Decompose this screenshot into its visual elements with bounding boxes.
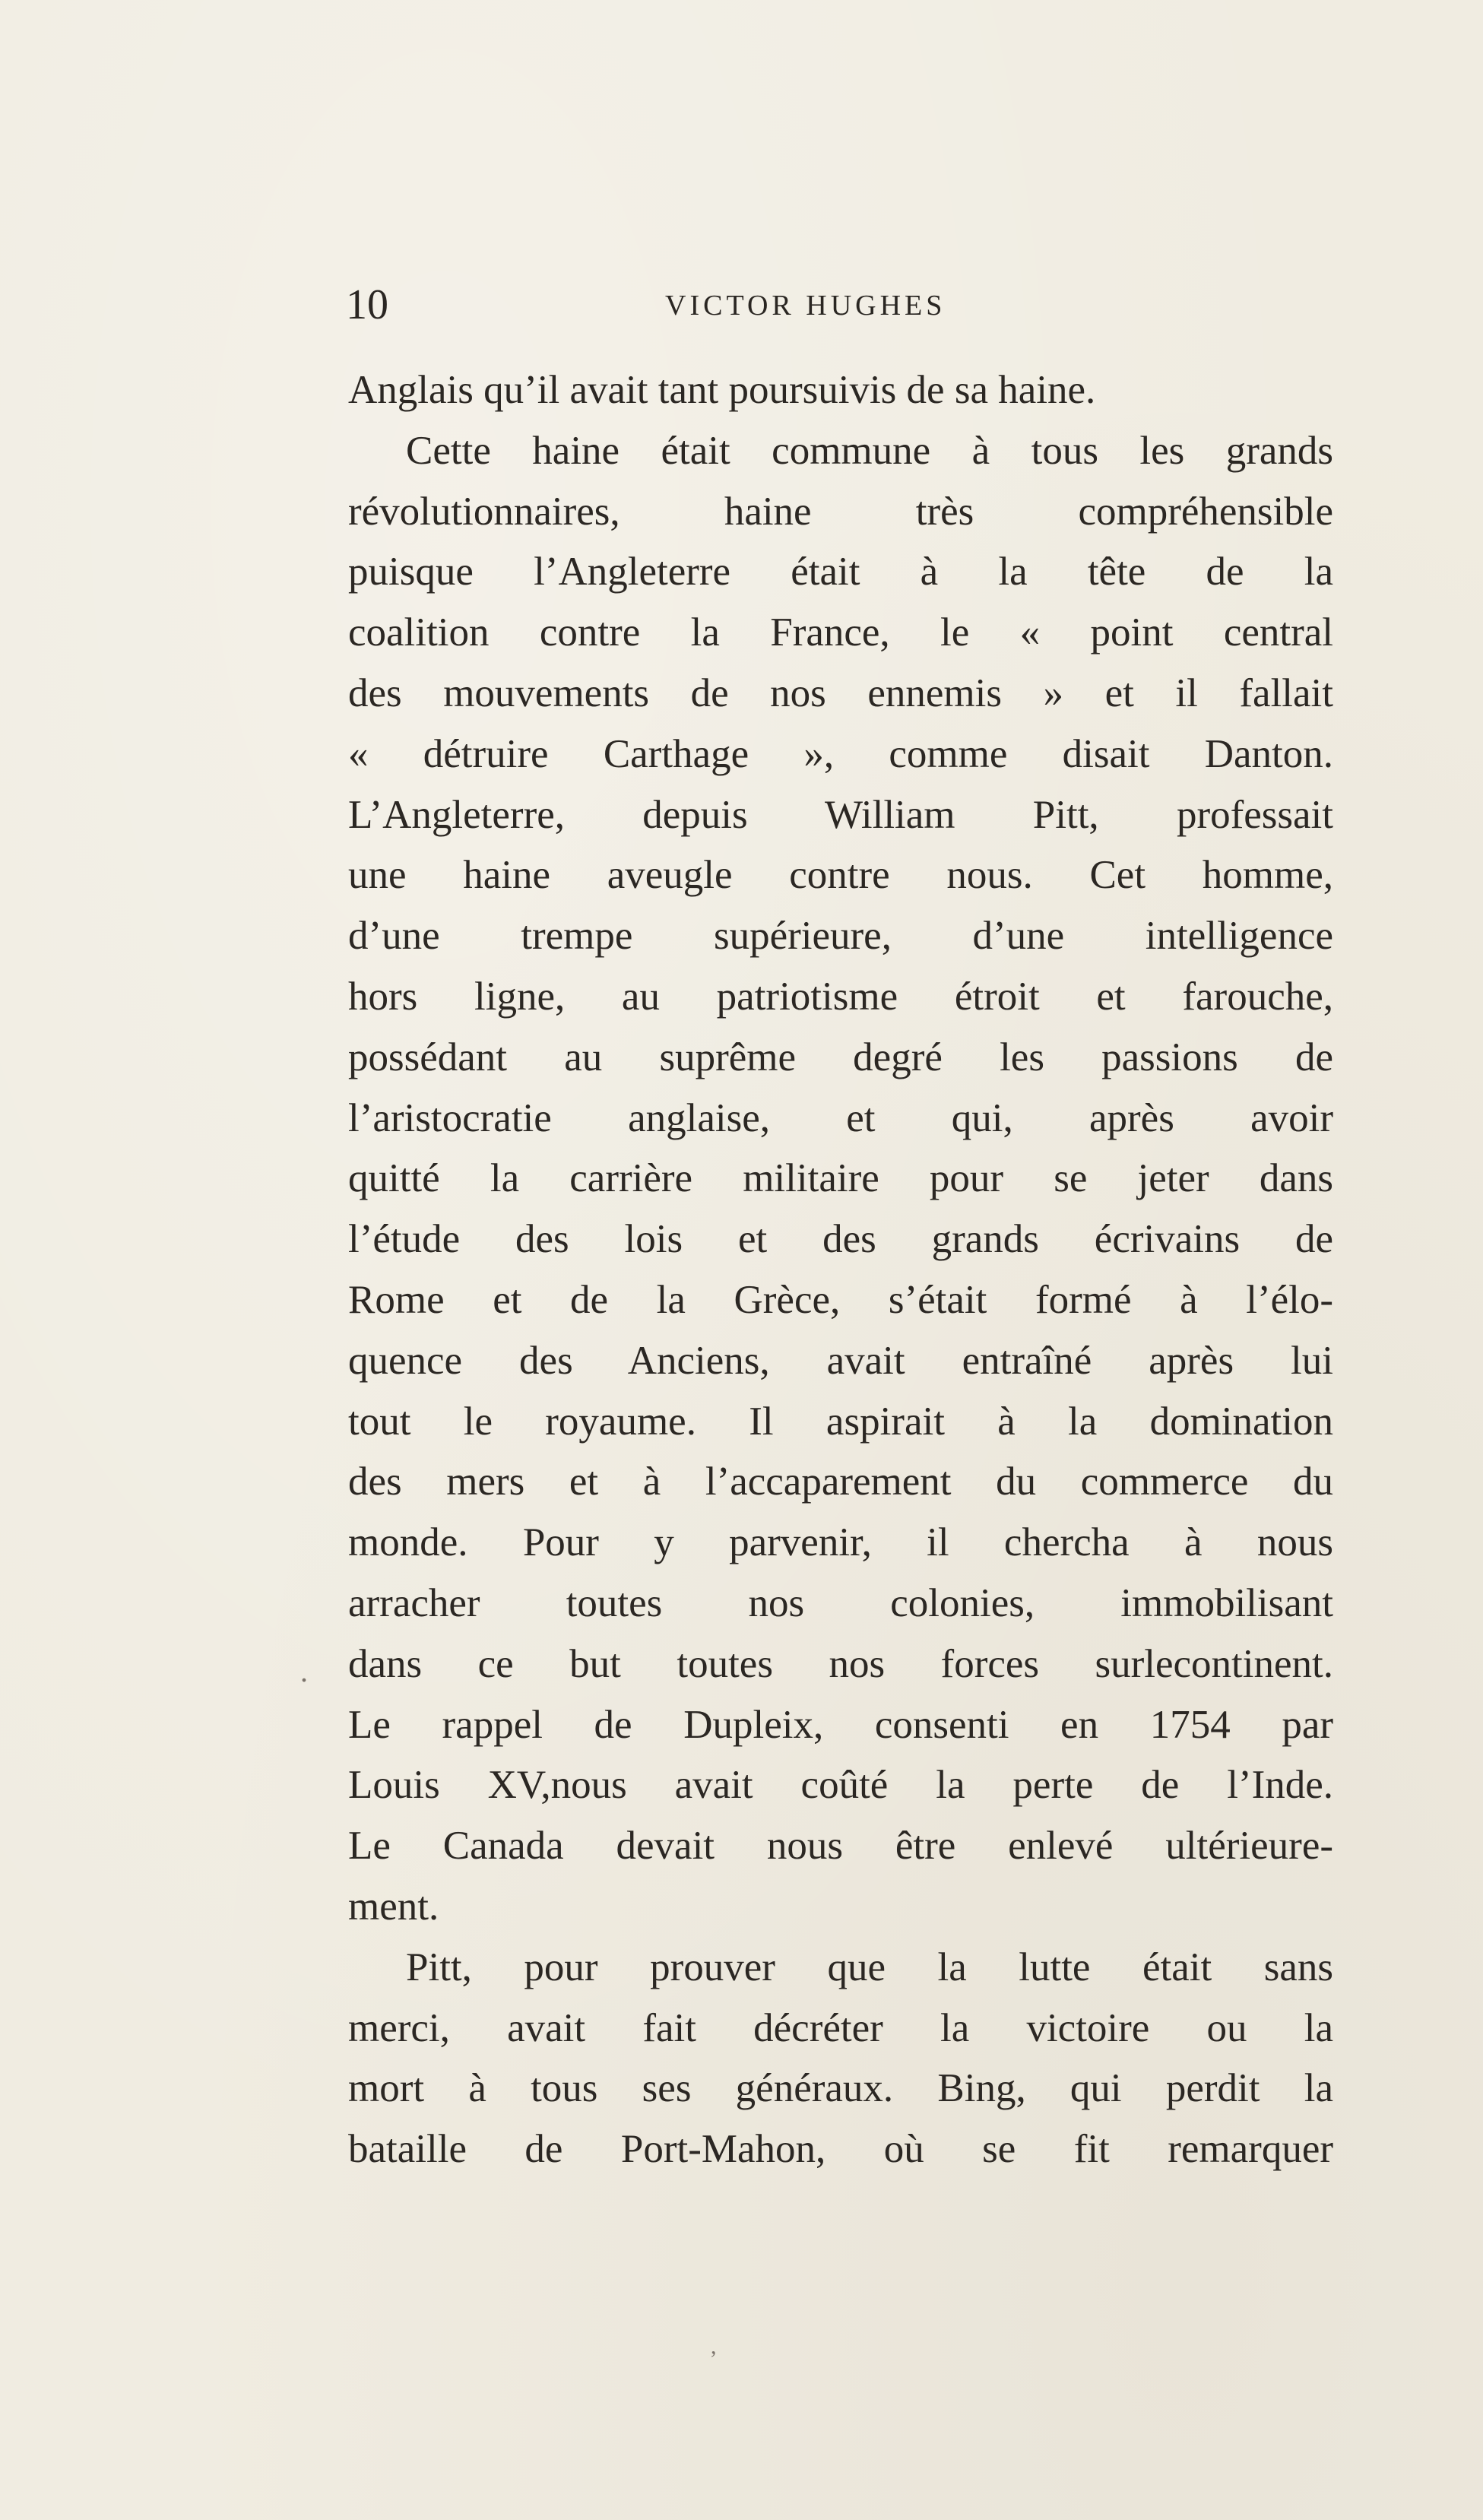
paper-speck: .	[300, 1654, 308, 1688]
text-line: monde. Pour y parvenir, il chercha à nous	[348, 1520, 1333, 1565]
paper-speck: ,	[711, 2334, 717, 2359]
text-line: « détruire Carthage », comme disait Danton.	[348, 731, 1333, 776]
text-line: ment.	[348, 1884, 439, 1929]
text-line: quence des Anciens, avait entraîné après lui	[348, 1338, 1333, 1383]
text-line: mort à tous ses généraux. Bing, qui perdit la	[348, 2066, 1333, 2111]
text-line: coalition contre la France, le « point central	[348, 610, 1333, 655]
text-line: des mers et à l’accaparement du commerce du	[348, 1460, 1333, 1504]
text-line: d’une trempe supérieure, d’une intelligence	[348, 914, 1333, 959]
text-line: Louis XV,nous avait coûté la perte de l’Inde.	[348, 1763, 1333, 1808]
text-line: Cette haine était commune à tous les grands	[406, 428, 1333, 473]
page-number: 10	[346, 281, 388, 328]
text-line: arracher toutes nos colonies, immobilisant	[348, 1580, 1333, 1625]
text-line: tout le royaume. Il aspirait à la domination	[348, 1399, 1333, 1444]
text-line: l’étude des lois et des grands écrivains de	[348, 1217, 1333, 1262]
text-line: puisque l’Angleterre était à la tête de la	[348, 550, 1333, 594]
text-line: Le rappel de Dupleix, consenti en 1754 par	[348, 1702, 1333, 1747]
text-line: Rome et de la Grèce, s’était formé à l’élo-	[348, 1277, 1333, 1322]
text-line: des mouvements de nos ennemis » et il fallait	[348, 670, 1333, 715]
text-line: L’Angleterre, depuis William Pitt, professait	[348, 792, 1333, 837]
body-text	[348, 360, 1333, 2180]
text-line: possédant au suprême degré les passions de	[348, 1035, 1333, 1079]
text-line: révolutionnaires, haine très compréhensible	[348, 489, 1333, 534]
text-line: une haine aveugle contre nous. Cet homme,	[348, 853, 1333, 898]
text-line: l’aristocratie anglaise, et qui, après avoir	[348, 1095, 1333, 1140]
text-line: quitté la carrière militaire pour se jeter dans	[348, 1156, 1333, 1201]
text-line: bataille de Port-Mahon, où se fit remarquer	[348, 2127, 1333, 2172]
running-head: VICTOR HUGHES	[665, 290, 946, 322]
text-line: Anglais qu’il avait tant poursuivis de sa haine.	[348, 368, 1096, 412]
text-line: merci, avait fait décréter la victoire ou la	[348, 2005, 1333, 2050]
text-line: Pitt, pour prouver que la lutte était sans	[406, 1945, 1333, 1989]
text-line: hors ligne, au patriotisme étroit et farouche,	[348, 974, 1333, 1019]
text-line: Le Canada devait nous être enlevé ultérieure-	[348, 1824, 1333, 1869]
text-line: dans ce but toutes nos forces surlecontinent.	[348, 1641, 1333, 1686]
page-header	[346, 278, 1334, 331]
